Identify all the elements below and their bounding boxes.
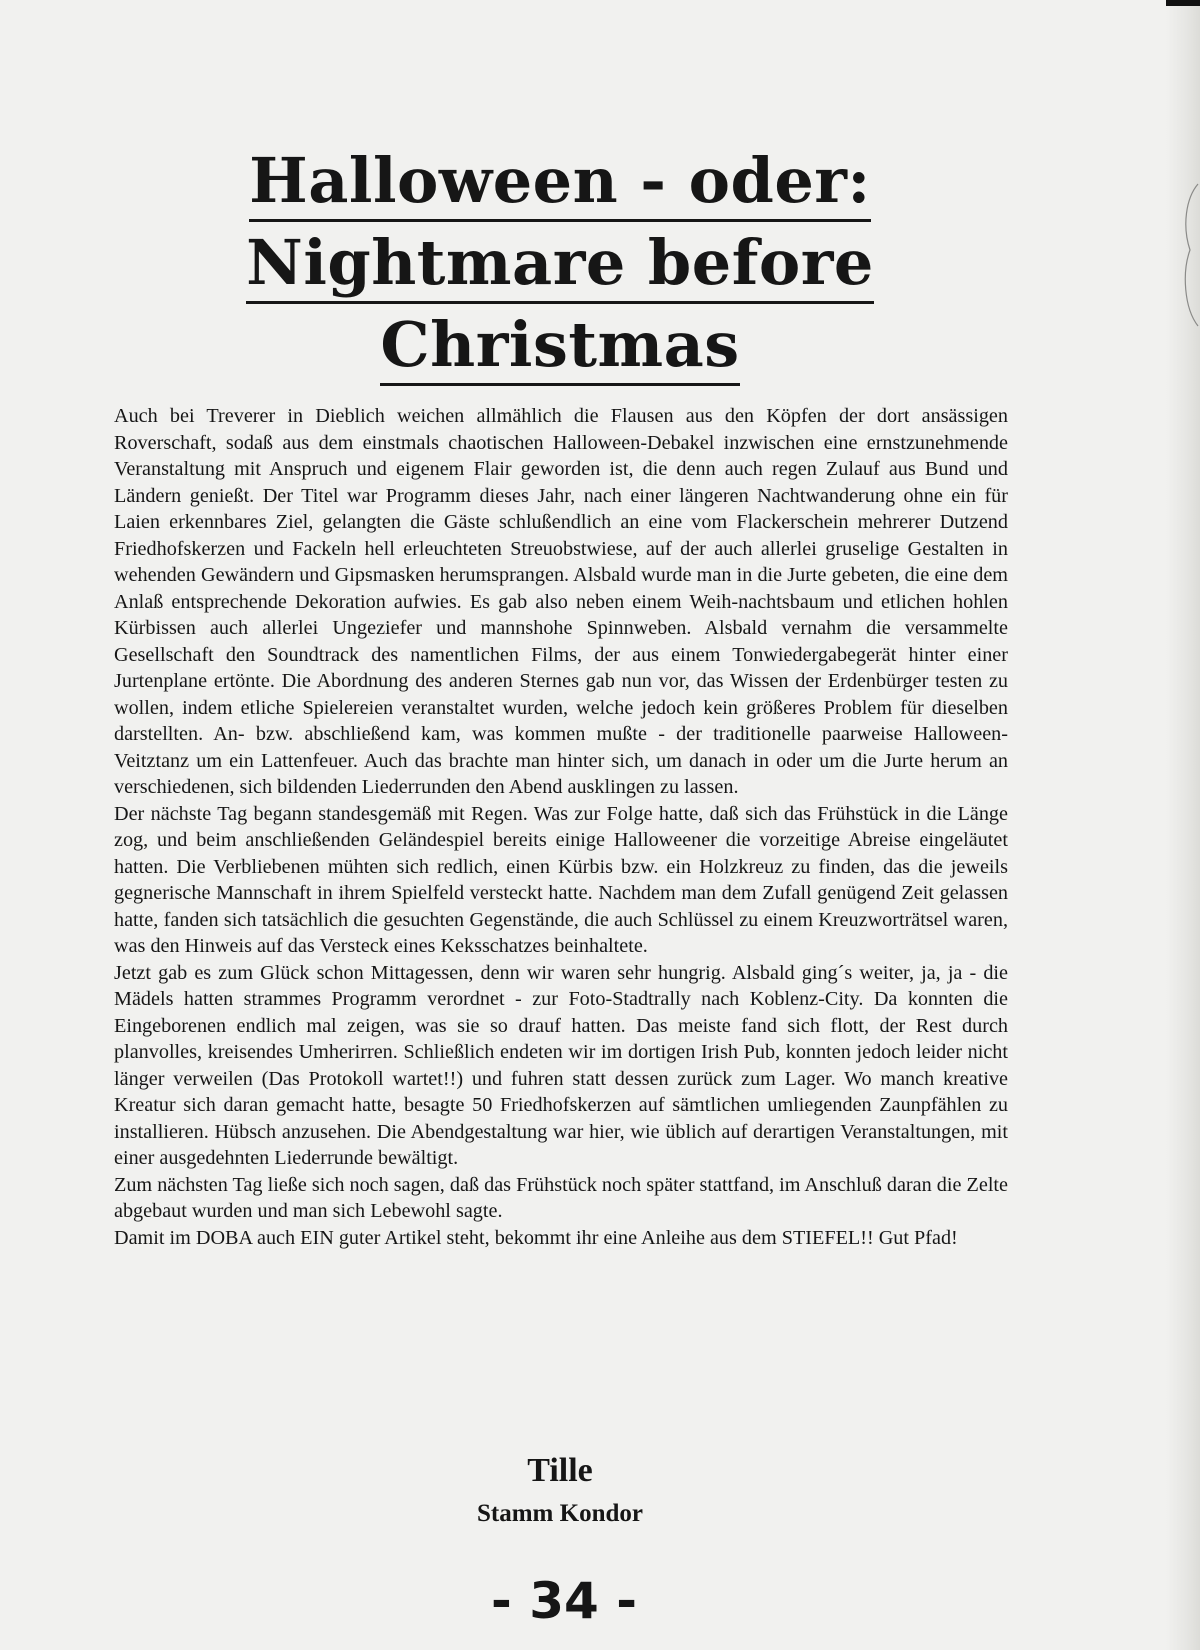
title-line-1: Halloween - oder: [200,140,920,222]
paragraph-4: Zum nächsten Tag ließe sich noch sagen, daß das Frühstück noch später stattfand, im Anschluß daran die Zelte abgebaut wurden und man sich Lebewohl sagte. [114,1173,1008,1222]
scan-corner-mark [1166,0,1200,6]
author-group: Stamm Kondor [477,1500,643,1527]
paragraph-3: Jetzt gab es zum Glück schon Mittagessen, denn wir waren sehr hungrig. Alsbald ging´s weiter, ja, ja - die Mädels hatten strammes Programm verordnet - zur Foto-Stadtrally nach Koblenz-City. Da konnten die Eingeborenen endlich mal zeigen, was sie so drauf hatten. Das meiste fand sich flott, der Rest durch planvolles, kreisendes Umherirren. Schließlich endeten wir im dortigen Irish Pub, konnten jedoch leider nicht länger verweilen (Das Protokoll wartet!!) und fuhren statt dessen zurück zum Lager. Wo manch kreative Kreatur sich daran gemacht hatte, besagte 50 Friedhofskerzen auf sämtlichen umliegenden Zaunpfählen zu installieren. Hübsch anzusehen. Die Abendgestaltung war hier, wie üblich auf derartigen Veranstaltungen, mit einer ausgedehnten Liederrunde bewältigt. [114,961,1008,1169]
page-number: - 34 - [491,1572,637,1630]
scan-edge-artifact [1160,180,1200,330]
article-title [200,140,920,386]
title-line-3: Christmas [200,304,920,386]
paragraph-5: Damit im DOBA auch EIN guter Artikel steht, bekommt ihr eine Anleihe aus dem STIEFEL!! Gut Pfad! [114,1226,958,1249]
title-line-2: Nightmare before [200,222,920,304]
author-name: Tille [527,1452,593,1489]
article-body [114,403,1008,1251]
paragraph-2: Der nächste Tag begann standesgemäß mit Regen. Was zur Folge hatte, daß sich das Frühstück in die Länge zog, und beim anschließenden Geländespiel bereits einige Halloweener die vorzeitige Abreise eingeläutet hatten. Die Verbliebenen mühten sich redlich, einen Kürbis bzw. ein Holzkreuz zu finden, das die jeweils gegnerische Mannschaft in ihrem Spielfeld versteckt hatte. Nachdem man dem Zufall genügend Zeit gelassen hatte, fanden sich tatsächlich die gesuchten Gegenstände, die auch Schlüssel zu einem Kreuzworträtsel waren, was den Hinweis auf das Versteck eines Keksschatzes beinhaltete. [114,802,1008,957]
paragraph-1: Auch bei Treverer in Dieblich weichen allmählich die Flausen aus den Köpfen der dort ansässigen Roverschaft, sodaß aus dem einstmals chaotischen Halloween-Debakel inzwischen eine ernstzunehmende Veranstaltung mit Anspruch und eigenem Flair geworden ist, die denn auch regen Zulauf aus Bund und Ländern genießt. Der Titel war Programm dieses Jahr, nach einer längeren Nachtwanderung ohne ein für Laien erkennbares Ziel, gelangten die Gäste schlußendlich an eine vom Flackerschein mehrerer Dutzend Friedhofskerzen und Fackeln hell erleuchteten Streuobstwiese, auf der auch allerlei gruselige Gestalten in wehenden Gewändern und Gipsmasken herumsprangen. Alsbald wurde man in die Jurte gebeten, die eine dem Anlaß entsprechende Dekoration aufwies. Es gab also neben einem Weih-nachtsbaum und etlichen hohlen Kürbissen auch allerlei Ungeziefer und mannshohe Spinnweben. Alsbald vernahm die versammelte Gesellschaft den Soundtrack des namentlichen Films, der aus einem Tonwiedergabegerät hinter einer Jurtenplane ertönte. Die Abordnung des anderen Sternes gab nun vor, das Wissen der Erdenbürger testen zu wollen, indem etliche Spielereien veranstaltet wurden, welche jedoch kein größeres Problem für dieselben darstellten. An- bzw. abschließend kam, was kommen mußte - der traditionelle paarweise Halloween-Veitztanz um ein Lattenfeuer. Auch das brachte man hinter sich, um danach in oder um die Jurte herum an verschiedenen, sich bildenden Liederrunden den Abend ausklingen zu lassen. [114,405,1008,798]
